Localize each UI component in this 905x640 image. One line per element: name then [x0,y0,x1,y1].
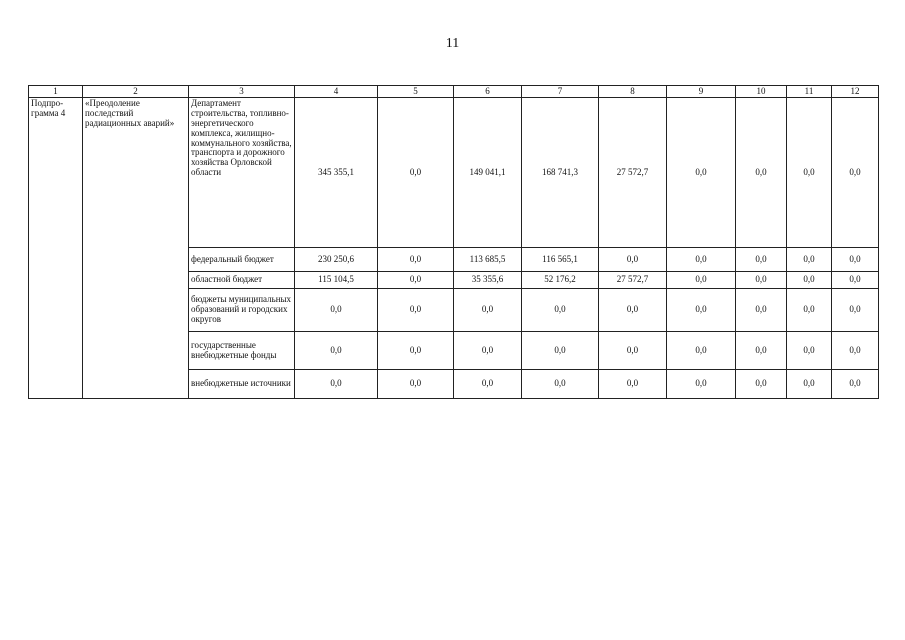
value-cell: 0,0 [787,248,832,272]
column-number-cell: 4 [295,86,378,98]
funding-source-cell: федеральный бюджет [189,248,295,272]
value-cell: 0,0 [832,248,879,272]
table-row [29,98,879,248]
value-cell: 0,0 [736,272,787,289]
value-cell: 35 355,6 [454,272,522,289]
value-cell: 115 104,5 [295,272,378,289]
value-cell: 345 355,1 [295,98,378,248]
column-number-row [29,86,879,98]
column-number-cell: 1 [29,86,83,98]
program-name-cell: «Преодоление последствий радиационных аварий» [83,98,189,399]
value-cell: 0,0 [522,289,599,332]
value-cell: 0,0 [736,289,787,332]
table-body [29,86,879,399]
value-cell: 149 041,1 [454,98,522,248]
value-cell: 113 685,5 [454,248,522,272]
value-cell: 0,0 [736,370,787,399]
value-cell: 0,0 [787,332,832,370]
value-cell: 0,0 [667,272,736,289]
value-cell: 0,0 [599,289,667,332]
column-number-cell: 8 [599,86,667,98]
value-cell: 0,0 [454,370,522,399]
page-number: 11 [445,36,460,51]
value-cell: 0,0 [787,289,832,332]
value-cell: 0,0 [599,370,667,399]
value-cell: 0,0 [832,370,879,399]
value-cell: 0,0 [454,332,522,370]
column-number-cell: 3 [189,86,295,98]
value-cell: 0,0 [832,332,879,370]
value-cell: 0,0 [736,98,787,248]
value-cell: 0,0 [667,98,736,248]
value-cell: 27 572,7 [599,98,667,248]
value-cell: 0,0 [667,289,736,332]
funding-source-cell: Департамент строительства, топливно-энергетического комплекса, жилищно-коммунального хозяйства, транспорта и дорожного хозяйства Орловской области [189,98,295,248]
column-number-cell: 5 [378,86,454,98]
value-cell: 0,0 [736,332,787,370]
value-cell: 27 572,7 [599,272,667,289]
value-cell: 116 565,1 [522,248,599,272]
value-cell: 0,0 [378,332,454,370]
value-cell: 168 741,3 [522,98,599,248]
value-cell: 0,0 [667,332,736,370]
column-number-cell: 12 [832,86,879,98]
value-cell: 0,0 [667,370,736,399]
value-cell: 0,0 [522,332,599,370]
value-cell: 0,0 [787,272,832,289]
value-cell: 0,0 [295,289,378,332]
value-cell: 0,0 [454,289,522,332]
value-cell: 0,0 [667,248,736,272]
value-cell: 0,0 [787,370,832,399]
value-cell: 0,0 [295,370,378,399]
column-number-cell: 11 [787,86,832,98]
column-number-cell: 6 [454,86,522,98]
column-number-cell: 2 [83,86,189,98]
value-cell: 0,0 [832,272,879,289]
value-cell: 0,0 [378,272,454,289]
value-cell: 0,0 [522,370,599,399]
value-cell: 0,0 [295,332,378,370]
value-cell: 52 176,2 [522,272,599,289]
value-cell: 0,0 [378,248,454,272]
value-cell: 0,0 [599,332,667,370]
budget-table [28,85,879,399]
funding-source-cell: государственные внебюджетные фонды [189,332,295,370]
column-number-cell: 9 [667,86,736,98]
value-cell: 0,0 [378,370,454,399]
value-cell: 0,0 [787,98,832,248]
value-cell: 0,0 [832,98,879,248]
funding-source-cell: бюджеты муниципальных образований и городских округов [189,289,295,332]
column-number-cell: 10 [736,86,787,98]
value-cell: 0,0 [736,248,787,272]
value-cell: 0,0 [832,289,879,332]
value-cell: 230 250,6 [295,248,378,272]
value-cell: 0,0 [378,98,454,248]
funding-source-cell: внебюджетные источники [189,370,295,399]
funding-source-cell: областной бюджет [189,272,295,289]
column-number-cell: 7 [522,86,599,98]
value-cell: 0,0 [378,289,454,332]
subprogram-cell: Подпро-грамма 4 [29,98,83,399]
value-cell: 0,0 [599,248,667,272]
